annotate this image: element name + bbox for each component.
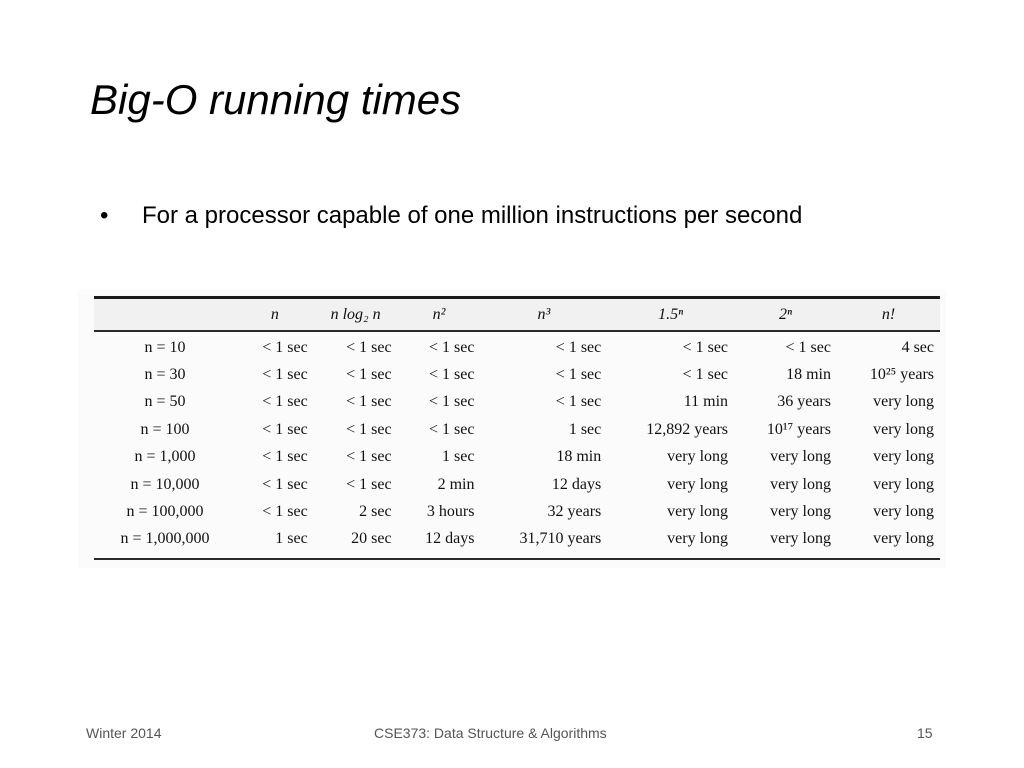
table-cell: 3 hours (426, 503, 475, 521)
page-number: 15 (917, 725, 933, 741)
table-row-label: n = 1,000,000 (120, 530, 210, 548)
table-row (94, 330, 940, 361)
table-cell: < 1 sec (262, 503, 308, 521)
table-cell: very long (873, 448, 934, 466)
table-row-label: n = 30 (144, 366, 186, 384)
table-row-label: n = 10 (144, 338, 186, 356)
table-cell: very long (667, 530, 729, 548)
slide-title: Big-O running times (90, 76, 462, 123)
table-cell: 1 sec (568, 420, 602, 438)
table-cell: < 1 sec (429, 420, 475, 438)
table-bottom-rule (94, 558, 940, 560)
table-cell: 2 min (437, 475, 475, 493)
table-cell: < 1 sec (555, 393, 602, 411)
table-header-cell: n² (432, 306, 446, 323)
footer-term: Winter 2014 (86, 725, 162, 741)
table-cell: 32 years (547, 503, 602, 521)
table-header-row (94, 300, 940, 330)
footer-course: CSE373: Data Structure & Algorithms (374, 725, 607, 741)
table-row (94, 498, 940, 525)
table-cell: very long (873, 530, 934, 548)
runtime-table (94, 300, 940, 553)
table-cell: 10²⁵ years (869, 366, 934, 384)
table-cell: < 1 sec (429, 393, 475, 411)
table-cell: < 1 sec (346, 393, 392, 411)
table-cell: < 1 sec (262, 366, 308, 384)
table-cell: < 1 sec (262, 420, 308, 438)
table-cell: 12 days (551, 475, 602, 493)
table-header-cell: 1.5ⁿ (658, 306, 684, 323)
table-cell: 36 years (777, 393, 831, 411)
table-cell: < 1 sec (262, 448, 308, 466)
table-cell: very long (873, 503, 934, 521)
table-cell: < 1 sec (555, 338, 602, 356)
table-cell: 1 sec (442, 448, 475, 466)
table-cell: 10¹⁷ years (766, 420, 831, 438)
table-row (94, 389, 940, 416)
table-cell: < 1 sec (429, 338, 475, 356)
table-cell: 2 sec (359, 503, 392, 521)
table-header-cell: n log₂ n (330, 306, 381, 323)
table-cell: very long (667, 448, 729, 466)
bullet-text: For a processor capable of one million instructions per second (142, 202, 803, 229)
table-cell: very long (667, 475, 729, 493)
table-body (94, 330, 940, 553)
table-header-cell: 2ⁿ (778, 306, 793, 323)
table-cell: 18 min (556, 448, 602, 466)
table-cell: very long (770, 448, 831, 466)
table-row-label: n = 10,000 (130, 475, 200, 493)
table-header-cell: n³ (537, 306, 551, 323)
table-cell: < 1 sec (785, 338, 831, 356)
table-top-rule (94, 296, 940, 299)
table-row (94, 526, 940, 553)
table-cell: 18 min (786, 366, 831, 384)
table-cell: < 1 sec (346, 448, 392, 466)
table-row (94, 471, 940, 498)
table-cell: 11 min (683, 393, 729, 411)
table-cell: < 1 sec (262, 393, 308, 411)
table-cell: < 1 sec (682, 366, 729, 384)
table-row (94, 361, 940, 388)
table-cell: 20 sec (351, 530, 392, 548)
table-row (94, 416, 940, 443)
table-cell: 31,710 years (519, 530, 602, 548)
table-row-label: n = 100 (140, 420, 190, 438)
table-cell: very long (873, 393, 934, 411)
table-row (94, 444, 940, 471)
table-cell: < 1 sec (262, 475, 308, 493)
table-cell: < 1 sec (346, 475, 392, 493)
table-row-label: n = 50 (144, 393, 186, 411)
table-header-cell: n! (881, 306, 896, 323)
table-cell: < 1 sec (682, 338, 729, 356)
table-cell: < 1 sec (346, 420, 392, 438)
table-cell: < 1 sec (346, 366, 392, 384)
runtime-table-image (78, 290, 946, 568)
bullet-item (100, 200, 802, 232)
table-cell: < 1 sec (555, 366, 602, 384)
table-cell: very long (873, 420, 934, 438)
table-header-cell: n (270, 306, 279, 323)
table-cell: very long (770, 503, 831, 521)
table-cell: 4 sec (901, 338, 934, 356)
table-cell: very long (667, 503, 729, 521)
table-cell: very long (873, 475, 934, 493)
table-cell: < 1 sec (346, 338, 392, 356)
table-row-label: n = 100,000 (126, 503, 204, 521)
table-cell: < 1 sec (262, 338, 308, 356)
table-cell: 12,892 years (646, 420, 729, 438)
table-cell: < 1 sec (429, 366, 475, 384)
bullet-dot-icon: • (100, 202, 109, 229)
table-cell: 1 sec (275, 530, 308, 548)
table-row-label: n = 1,000 (134, 448, 196, 466)
table-header-cell (94, 300, 236, 330)
table-cell: very long (770, 475, 831, 493)
table-cell: very long (770, 530, 831, 548)
table-cell: 12 days (425, 530, 475, 548)
